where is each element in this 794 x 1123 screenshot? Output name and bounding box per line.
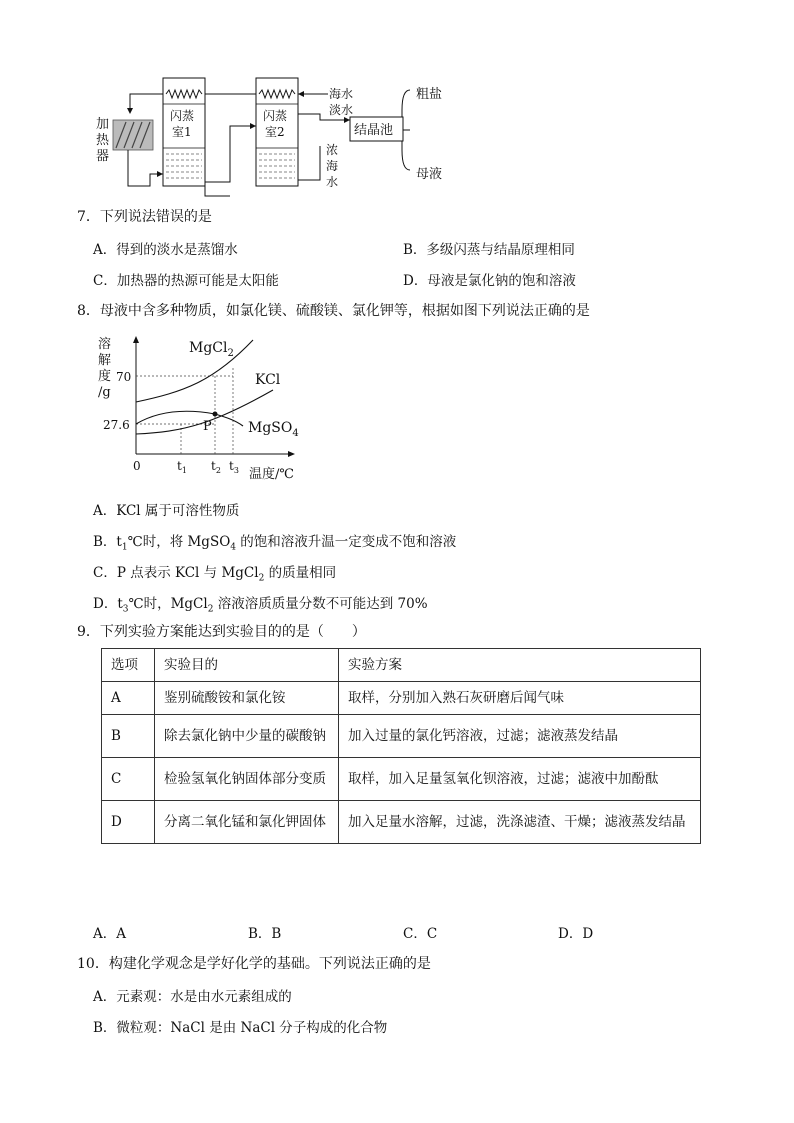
q7-option-b: B．多级闪蒸与结晶原理相同 xyxy=(403,242,575,258)
x-tick-t3: $t_3$ xyxy=(229,459,239,475)
table-cell: 取样，分别加入熟石灰研磨后闻气味 xyxy=(339,682,701,715)
table-cell: D xyxy=(102,801,155,844)
table-row xyxy=(102,682,701,715)
q8-option-d: D．$t_3℃$时，MgCl$_2$ 溶液溶质质量分数不可能达到 70% xyxy=(93,596,428,615)
chart-ylabel-2: 解 xyxy=(98,353,112,368)
chart-xlabel: 温度/℃ xyxy=(249,467,294,482)
chamber1-label-1: 闪蒸 xyxy=(170,109,195,123)
heater-label-3: 器 xyxy=(96,149,110,164)
table-row xyxy=(102,758,701,801)
q8-option-c: C．P 点表示 KCl 与 MgCl$_2$ 的质量相同 xyxy=(93,565,337,584)
table-header-cell: 实验目的 xyxy=(155,649,339,682)
q7-option-a: A．得到的淡水是蒸馏水 xyxy=(93,242,238,258)
q8-stem: 8．母液中含多种物质，如氯化镁、硫酸镁、氯化钾等，根据如图下列说法正确的是 xyxy=(77,303,590,319)
flash-distillation-diagram xyxy=(80,70,460,200)
heater-label-1: 加 xyxy=(96,117,110,132)
q7-option-d: D．母液是氯化钠的饱和溶液 xyxy=(403,273,576,289)
table-row xyxy=(102,801,701,844)
conc-seawater-label-2: 海 xyxy=(326,159,339,173)
experiment-table xyxy=(101,648,701,844)
q10-stem: 10．构建化学观念是学好化学的基础。下列说法正确的是 xyxy=(77,956,431,972)
y-tick-70: 70 xyxy=(116,370,132,384)
table-cell: B xyxy=(102,715,155,758)
water-pattern-2 xyxy=(259,154,295,178)
origin-label: 0 xyxy=(133,459,141,473)
chamber1-label-2: 室1 xyxy=(172,125,192,139)
x-tick-t2: $t_2$ xyxy=(211,459,221,475)
conc-seawater-label-3: 水 xyxy=(326,175,339,189)
fresh-water-label: 淡水 xyxy=(329,103,354,117)
table-cell: 取样，加入足量氢氧化钡溶液，过滤；滤液中加酚酞 xyxy=(339,758,701,801)
table-cell: A xyxy=(102,682,155,715)
table-header-row xyxy=(102,649,701,682)
crude-salt-label: 粗盐 xyxy=(416,87,443,102)
point-p-label: P xyxy=(203,419,212,434)
q7-option-c: C．加热器的热源可能是太阳能 xyxy=(93,273,279,289)
q9-option-b: B．B xyxy=(248,926,282,942)
heater-image xyxy=(113,120,153,150)
seawater-in-label: 海水 xyxy=(329,87,354,101)
chart-ylabel-4: /g xyxy=(98,385,111,400)
table-row xyxy=(102,715,701,758)
series-mgcl2-label: MgCl$_2$ xyxy=(189,340,234,359)
crystallizer-label: 结晶池 xyxy=(354,123,394,138)
x-tick-t1: $t_1$ xyxy=(177,459,187,475)
table-header-cell: 实验方案 xyxy=(339,649,701,682)
water-pattern-1 xyxy=(166,154,202,178)
mother-liquor-label: 母液 xyxy=(416,167,443,182)
chamber2-label-2: 室2 xyxy=(265,125,285,139)
chart-ylabel-1: 溶 xyxy=(98,337,112,352)
table-cell: 鉴别硫酸铵和氯化铵 xyxy=(155,682,339,715)
pipe-network xyxy=(128,90,410,196)
coil-2 xyxy=(259,90,295,98)
q10-option-b: B．微粒观：NaCl 是由 NaCl 分子构成的化合物 xyxy=(93,1020,388,1036)
table-cell: C xyxy=(102,758,155,801)
y-tick-27-6: 27.6 xyxy=(103,418,130,432)
chamber2-label-1: 闪蒸 xyxy=(263,109,288,123)
heater-label-2: 热 xyxy=(96,133,110,148)
coil-1 xyxy=(166,90,202,98)
table-cell: 除去氯化钠中少量的碳酸钠 xyxy=(155,715,339,758)
point-p xyxy=(213,412,218,417)
q10-option-a: A．元素观：水是由水元素组成的 xyxy=(93,989,292,1005)
table-cell: 加入过量的氯化钙溶液，过滤；滤液蒸发结晶 xyxy=(339,715,701,758)
solubility-chart xyxy=(93,332,318,484)
series-mgso4-label: MgSO$_4$ xyxy=(248,420,299,439)
chart-ylabel-3: 度 xyxy=(98,369,112,384)
q9-option-d: D．D xyxy=(558,926,594,942)
table-header-cell: 选项 xyxy=(102,649,155,682)
table-cell: 检验氢氧化钠固体部分变质 xyxy=(155,758,339,801)
q7-stem: 7．下列说法错误的是 xyxy=(77,209,212,225)
q8-option-a: A．KCl 属于可溶性物质 xyxy=(93,503,240,519)
conc-seawater-label-1: 浓 xyxy=(326,143,339,157)
q9-option-a: A．A xyxy=(93,926,126,942)
q8-option-b: B．$t_1℃$时，将 MgSO$_4$ 的饱和溶液升温一定变成不饱和溶液 xyxy=(93,534,457,553)
q9-stem: 9．下列实验方案能达到实验目的的是（ ） xyxy=(77,624,366,640)
series-kcl-label: KCl xyxy=(255,372,281,388)
q9-option-c: C．C xyxy=(403,926,438,942)
table-cell: 分离二氧化锰和氯化钾固体 xyxy=(155,801,339,844)
table-cell: 加入足量水溶解，过滤，洗涤滤渣、干燥；滤液蒸发结晶 xyxy=(339,801,701,844)
